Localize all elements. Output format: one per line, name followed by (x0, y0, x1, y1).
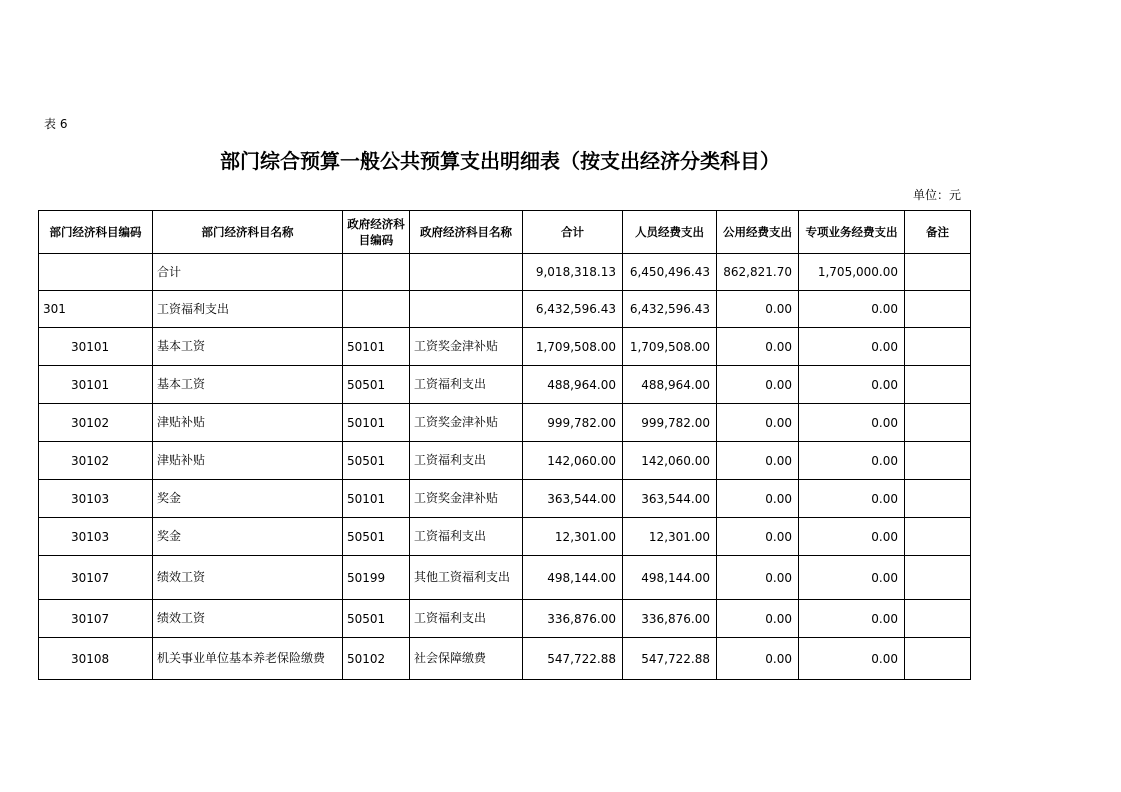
total-cell: 999,782.00 (523, 404, 623, 442)
unit-label: 单位：元 (912, 188, 961, 202)
gov-name-cell (410, 291, 523, 328)
gov-name-cell: 社会保障缴费 (410, 638, 523, 680)
total-cell: 488,964.00 (523, 366, 623, 404)
header-cell: 合计 (523, 211, 623, 254)
personnel-cell: 999,782.00 (623, 404, 717, 442)
note-cell (905, 600, 971, 638)
total-cell: 547,722.88 (523, 638, 623, 680)
special-cell: 0.00 (799, 366, 905, 404)
gov-name-cell: 工资奖金津补贴 (410, 328, 523, 366)
header-cell: 政府经济科目名称 (410, 211, 523, 254)
personnel-cell: 6,450,496.43 (623, 254, 717, 291)
gov-code-cell: 50501 (343, 366, 410, 404)
note-cell (905, 291, 971, 328)
special-cell: 0.00 (799, 480, 905, 518)
table-row (39, 518, 971, 556)
gov-name-cell: 工资福利支出 (410, 518, 523, 556)
gov-code-cell: 50101 (343, 404, 410, 442)
dept-name-cell: 绩效工资 (153, 600, 343, 638)
public-cell: 0.00 (717, 291, 799, 328)
dept-code-cell: 30107 (39, 600, 153, 638)
dept-name-cell: 奖金 (153, 518, 343, 556)
dept-code-cell (39, 254, 153, 291)
gov-code-cell: 50501 (343, 442, 410, 480)
special-cell: 0.00 (799, 556, 905, 600)
total-cell: 6,432,596.43 (523, 291, 623, 328)
note-cell (905, 518, 971, 556)
total-cell: 498,144.00 (523, 556, 623, 600)
dept-code-cell: 30102 (39, 404, 153, 442)
header-cell: 人员经费支出 (623, 211, 717, 254)
personnel-cell: 363,544.00 (623, 480, 717, 518)
table-row (39, 404, 971, 442)
public-cell: 0.00 (717, 404, 799, 442)
dept-code-cell: 30108 (39, 638, 153, 680)
personnel-cell: 547,722.88 (623, 638, 717, 680)
dept-code-cell: 30102 (39, 442, 153, 480)
header-cell: 备注 (905, 211, 971, 254)
header-cell: 公用经费支出 (717, 211, 799, 254)
dept-code-cell: 30101 (39, 328, 153, 366)
header-cell: 专项业务经费支出 (799, 211, 905, 254)
public-cell: 0.00 (717, 442, 799, 480)
personnel-cell: 488,964.00 (623, 366, 717, 404)
special-cell: 1,705,000.00 (799, 254, 905, 291)
special-cell: 0.00 (799, 518, 905, 556)
header-cell: 部门经济科目名称 (153, 211, 343, 254)
public-cell: 0.00 (717, 600, 799, 638)
dept-code-cell: 301 (39, 291, 153, 328)
public-cell: 862,821.70 (717, 254, 799, 291)
page-title: 部门综合预算一般公共预算支出明细表（按支出经济分类科目） (220, 149, 780, 173)
dept-name-cell: 津贴补贴 (153, 442, 343, 480)
special-cell: 0.00 (799, 442, 905, 480)
special-cell: 0.00 (799, 404, 905, 442)
gov-code-cell: 50101 (343, 328, 410, 366)
dept-name-cell: 机关事业单位基本养老保险缴费 (153, 638, 343, 680)
personnel-cell: 498,144.00 (623, 556, 717, 600)
dept-name-cell: 津贴补贴 (153, 404, 343, 442)
dept-code-cell: 30101 (39, 366, 153, 404)
public-cell: 0.00 (717, 556, 799, 600)
special-cell: 0.00 (799, 600, 905, 638)
gov-code-cell: 50199 (343, 556, 410, 600)
gov-code-cell: 50102 (343, 638, 410, 680)
dept-name-cell: 基本工资 (153, 328, 343, 366)
personnel-cell: 336,876.00 (623, 600, 717, 638)
gov-name-cell: 工资奖金津补贴 (410, 480, 523, 518)
table-row (39, 638, 971, 680)
dept-name-cell: 绩效工资 (153, 556, 343, 600)
dept-code-cell: 30107 (39, 556, 153, 600)
gov-name-cell: 工资福利支出 (410, 442, 523, 480)
total-cell: 9,018,318.13 (523, 254, 623, 291)
header-row (39, 211, 971, 254)
gov-code-cell (343, 291, 410, 328)
table-row (39, 600, 971, 638)
gov-name-cell: 工资奖金津补贴 (410, 404, 523, 442)
public-cell: 0.00 (717, 328, 799, 366)
table-number: 表 6 (44, 117, 68, 131)
gov-name-cell: 工资福利支出 (410, 600, 523, 638)
header-cell: 部门经济科目编码 (39, 211, 153, 254)
dept-code-cell: 30103 (39, 518, 153, 556)
dept-name-cell: 合计 (153, 254, 343, 291)
table-row (39, 254, 971, 291)
note-cell (905, 254, 971, 291)
note-cell (905, 404, 971, 442)
budget-table (38, 210, 971, 680)
gov-code-cell: 50501 (343, 600, 410, 638)
public-cell: 0.00 (717, 366, 799, 404)
note-cell (905, 638, 971, 680)
total-cell: 12,301.00 (523, 518, 623, 556)
gov-name-cell (410, 254, 523, 291)
public-cell: 0.00 (717, 518, 799, 556)
header-cell: 政府经济科目编码 (343, 211, 410, 254)
table-row (39, 556, 971, 600)
personnel-cell: 142,060.00 (623, 442, 717, 480)
note-cell (905, 556, 971, 600)
table-row (39, 291, 971, 328)
total-cell: 363,544.00 (523, 480, 623, 518)
table-row (39, 366, 971, 404)
special-cell: 0.00 (799, 638, 905, 680)
public-cell: 0.00 (717, 638, 799, 680)
dept-code-cell: 30103 (39, 480, 153, 518)
note-cell (905, 480, 971, 518)
special-cell: 0.00 (799, 291, 905, 328)
dept-name-cell: 基本工资 (153, 366, 343, 404)
personnel-cell: 6,432,596.43 (623, 291, 717, 328)
gov-code-cell: 50501 (343, 518, 410, 556)
personnel-cell: 12,301.00 (623, 518, 717, 556)
gov-code-cell (343, 254, 410, 291)
total-cell: 142,060.00 (523, 442, 623, 480)
table-row (39, 480, 971, 518)
gov-name-cell: 工资福利支出 (410, 366, 523, 404)
note-cell (905, 366, 971, 404)
personnel-cell: 1,709,508.00 (623, 328, 717, 366)
total-cell: 336,876.00 (523, 600, 623, 638)
table-row (39, 442, 971, 480)
total-cell: 1,709,508.00 (523, 328, 623, 366)
gov-code-cell: 50101 (343, 480, 410, 518)
public-cell: 0.00 (717, 480, 799, 518)
gov-name-cell: 其他工资福利支出 (410, 556, 523, 600)
table-row (39, 328, 971, 366)
note-cell (905, 442, 971, 480)
dept-name-cell: 奖金 (153, 480, 343, 518)
dept-name-cell: 工资福利支出 (153, 291, 343, 328)
note-cell (905, 328, 971, 366)
special-cell: 0.00 (799, 328, 905, 366)
